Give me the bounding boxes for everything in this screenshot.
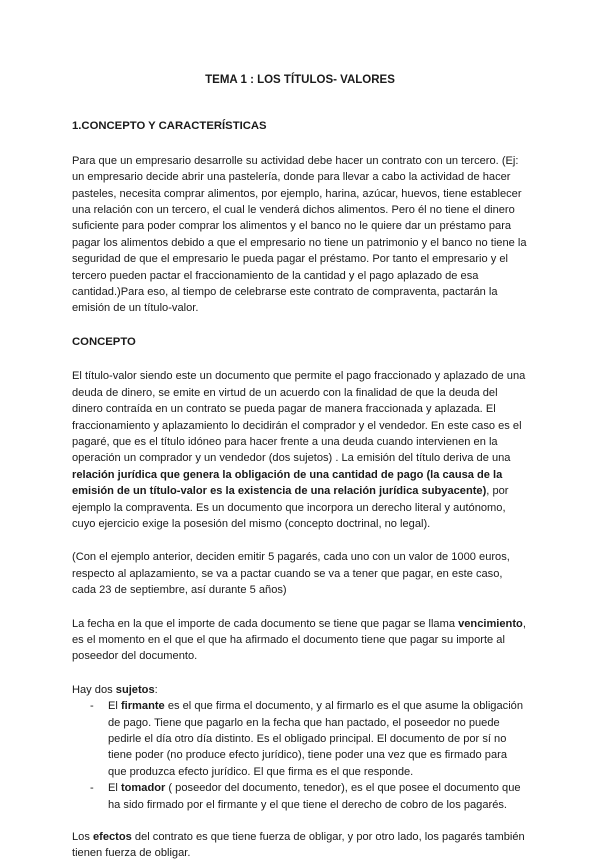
tomador-bold: tomador [120, 782, 166, 795]
sujetos-text: Hay dos [72, 683, 116, 696]
document-title: TEMA 1 : LOS TÍTULOS- VALORES [205, 74, 395, 86]
efectos-text-end: del contrato es que tiene fuerza de obligar, y por otro lado, los pagarés también tienen fuerza de obligar. [72, 831, 525, 860]
efectos-paragraph [72, 829, 528, 862]
tomador-text: El [108, 782, 121, 795]
intro-paragraph: Para que un empresario desarrolle su actividad debe hacer un contrato con un tercero. (Ej: un empresario decide abrir una pastelería, donde para llevar a cabo la actividad de hacer pasteles, necesita comprar alimentos, por ejemplo, harina, azúcar, huevos, tiene establecer una relación con un tercero, el cual le venderá dichos alimentos. Pero él no tiene el dinero suficiente para poder comprar los alimentos y el banco no le quiere dar un préstamo para pagar los alimentos debido a que el empresario no tiene un patrimonio y el banco no tiene la seguridad de que el empresario le pueda pagar el préstamo. Por tanto el empresario y el tercero pueden pactar el fraccionamiento de la cantidad y el pago aplazado de esa cantidad.)Para eso, al tiempo de celebrarse este contrato de compraventa, pactarán la emisión de un título-valor. [72, 154, 527, 315]
sujetos-paragraph [72, 682, 528, 698]
example-paragraph: (Con el ejemplo anterior, deciden emitir 5 pagarés, cada uno con un valor de 1000 euros, respecto al aplazamiento, se va a pactar cuando se va a tener que pagar, en este caso, cada 23 de septiembre, así durante 5 años) [72, 551, 510, 597]
vencimiento-text: La fecha en la que el importe de cada documento se tiene que pagar se llama [72, 617, 459, 630]
section-heading: 1.CONCEPTO Y CARACTERÍSTICAS [72, 120, 267, 133]
vencimiento-bold: vencimiento [458, 617, 523, 630]
tomador-text-end: ( poseedor del documento, tenedor), es el que posee el documento que ha sido firmado por el firmante y el que tiene el derecho de cobro de los pagarés. [108, 782, 521, 811]
firmante-text-end: es el que firma el documento, y al firmarlo es el que asume la obligación de pago. Tiene que pagarlo en la fecha que han pactado, el poseedor no puede pedirle el día otro día distinto. Es el obligado principal. El documento de por sí no tiene poder (no produce efecto jurídico), tiene poder una vez que es firmado para que produzca efecto jurídico. El que firma es el que responde. [108, 700, 524, 778]
sujetos-list [72, 698, 528, 813]
list-item-tomador [90, 780, 528, 813]
concepto-bold-text: relación jurídica que genera la obligación de una cantidad de pago (la causa de la emisión de un título-valor es la existencia de una relación jurídica subyacente) [72, 468, 503, 498]
sujetos-bold: sujetos [115, 683, 155, 696]
firmante-bold: firmante [120, 700, 165, 713]
concepto-text-end: , por ejemplo la compraventa. Es un documento que incorpora un derecho literal y autónomo, cuyo ejercicio exige la posesión del mismo (concepto doctrinal, no legal). [72, 485, 509, 530]
concepto-heading: CONCEPTO [72, 335, 136, 348]
dash-bullet: - [90, 782, 94, 795]
firmante-text: El [108, 700, 121, 713]
list-item-firmante [90, 698, 528, 780]
concepto-paragraph [72, 368, 528, 532]
vencimiento-paragraph [72, 616, 528, 665]
dash-bullet: - [90, 700, 94, 713]
efectos-text: Los [72, 831, 93, 844]
efectos-bold: efectos [92, 831, 132, 844]
sujetos-text-end: : [154, 683, 158, 696]
concepto-text: El título-valor siendo este un documento que permite el pago fraccionado y aplazado de una deuda de dinero, se emite en virtud de un acuerdo con la finalidad de que la deuda del dinero contraída en un contrato se pueda pagar de manera fraccionada y aplazada. El fraccionamiento y aplazamiento lo decidirán el comprador y el vendedor. En este caso es el pagaré, que es el título idóneo para hacer frente a una deuda cuando intervienen en la operación un comprador y un vendedor (dos sujetos) . La emisión del título deriva de una [72, 370, 526, 465]
vencimiento-text-end: , es el momento en el que el que ha afirmado el documento tiene que pagar su importe al poseedor del documento. [72, 617, 526, 663]
